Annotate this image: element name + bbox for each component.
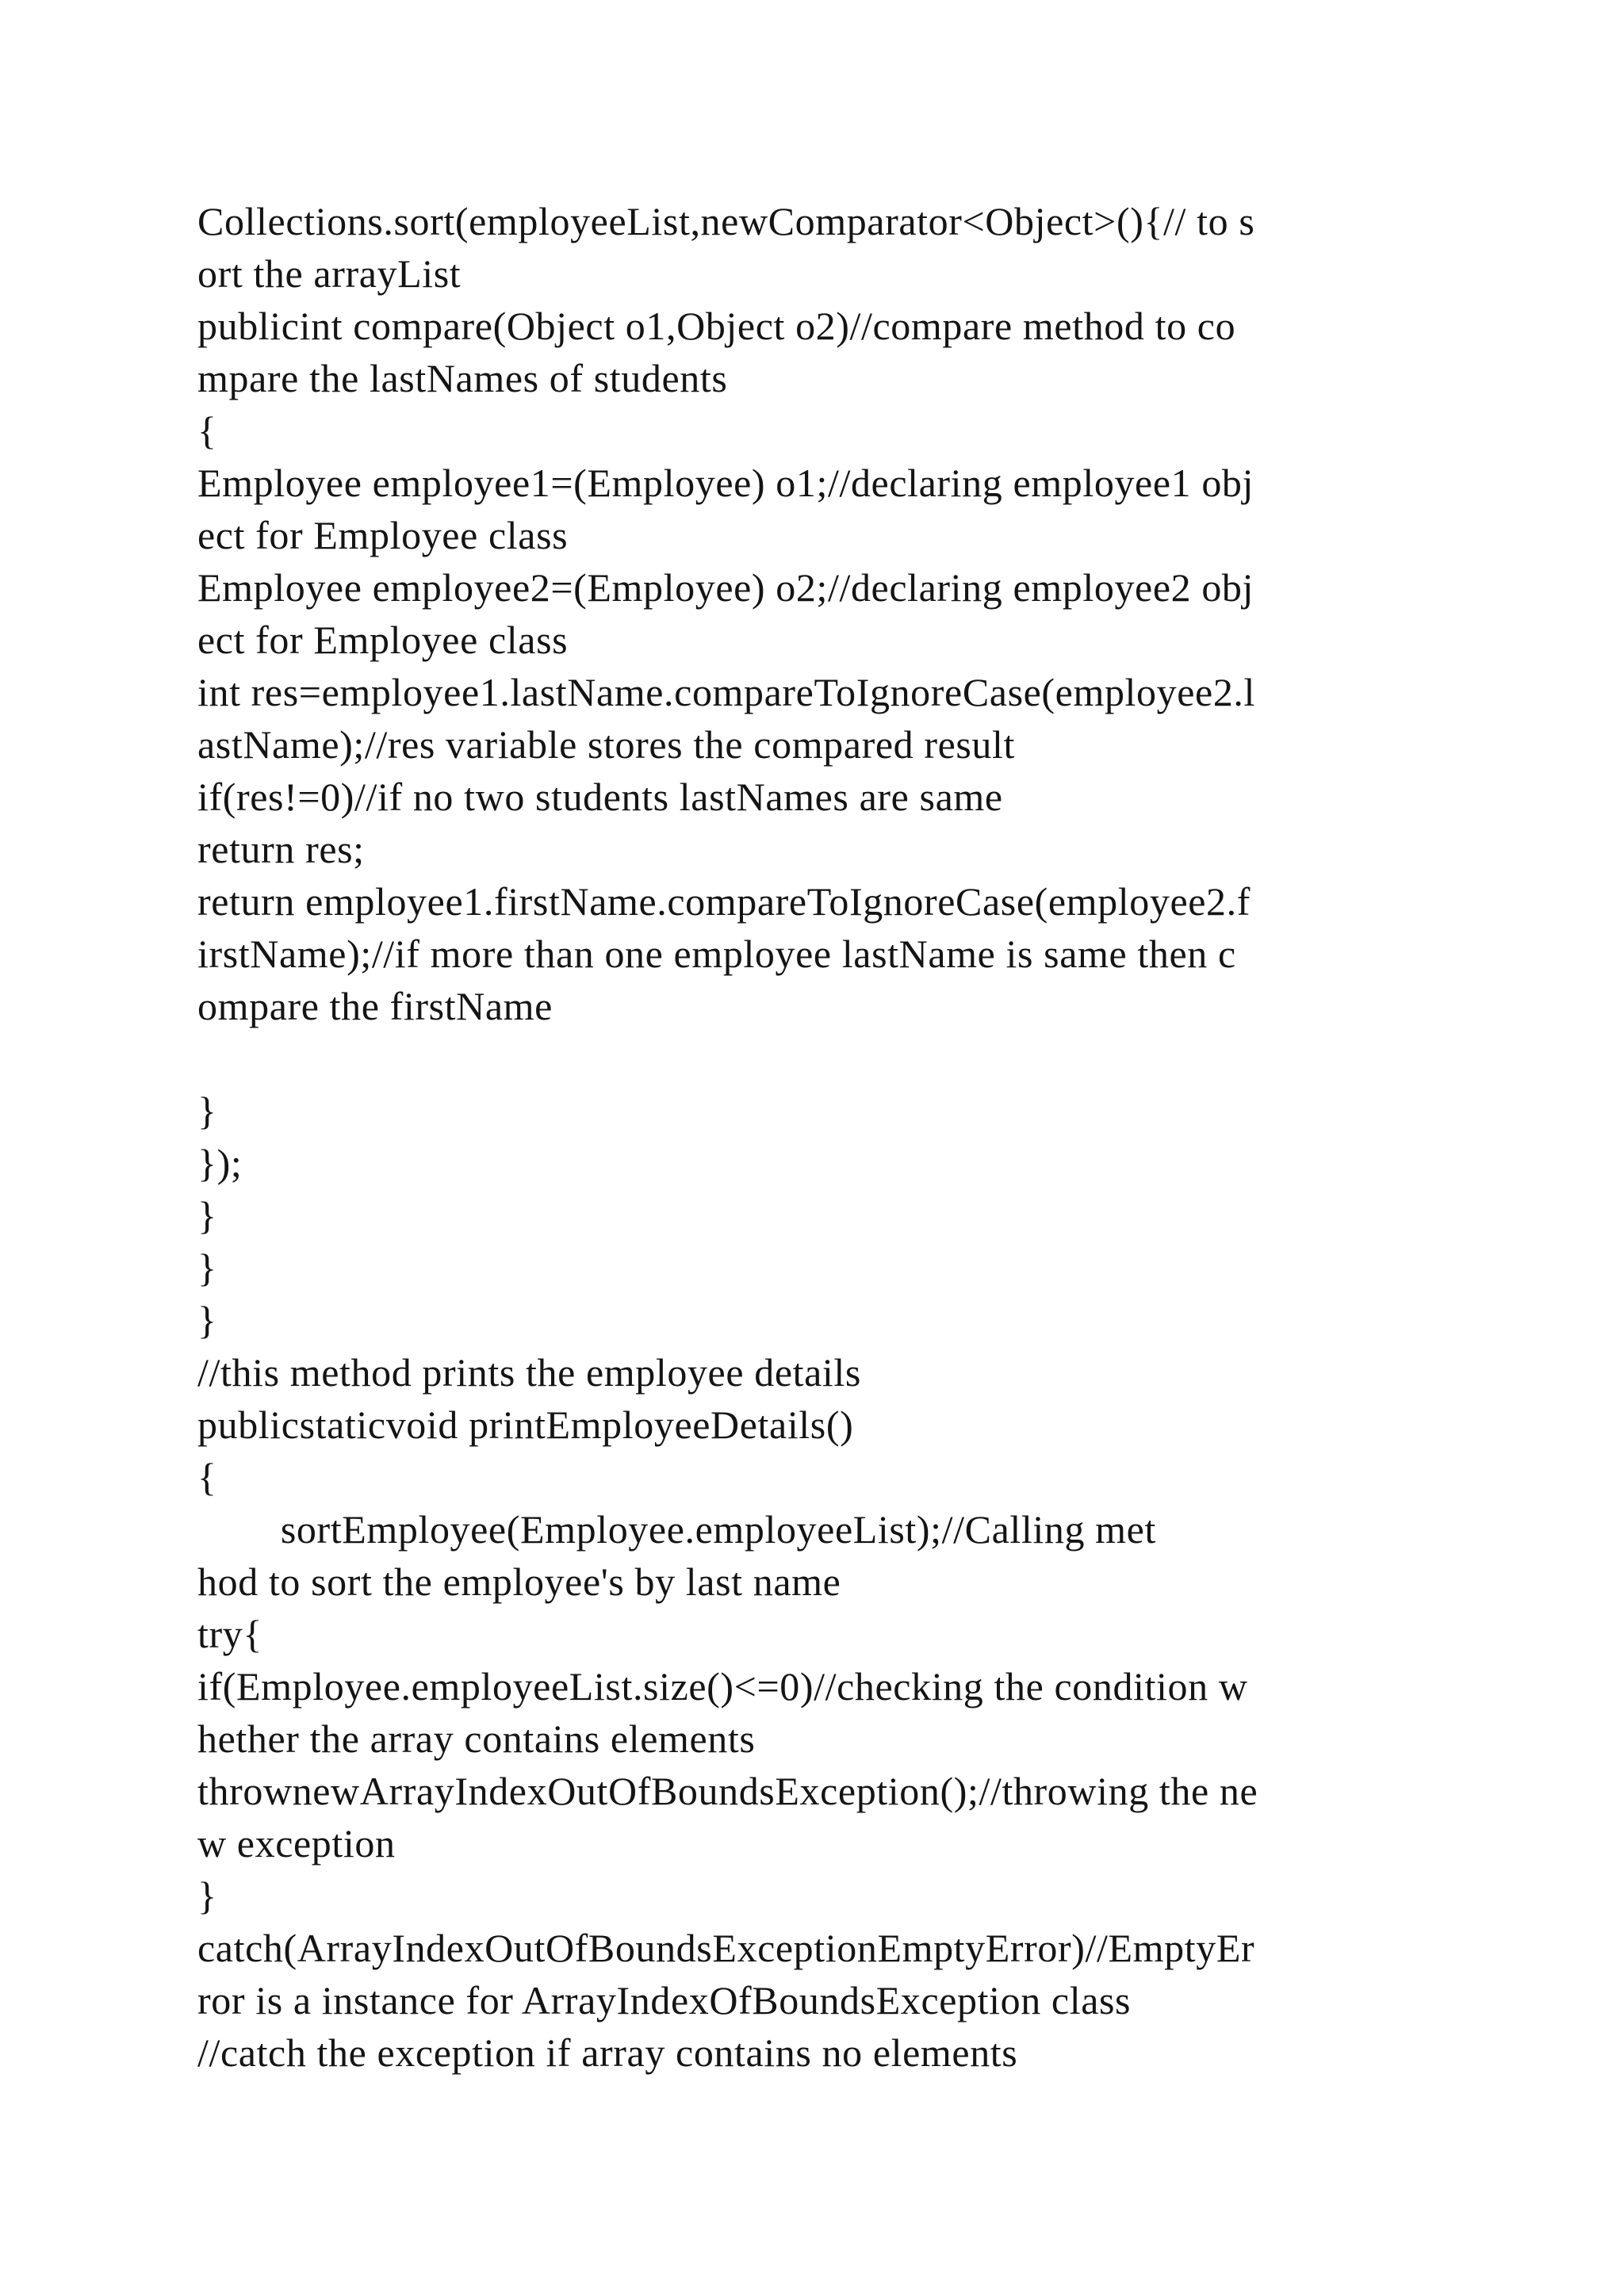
text-line: hod to sort the employee's by last name <box>197 1559 841 1604</box>
text-line: thrownewArrayIndexOutOfBoundsException();//throwing the ne <box>197 1769 1258 1813</box>
text-line: publicstaticvoid printEmployeeDetails() <box>197 1402 854 1447</box>
text-line: return res; <box>197 827 365 871</box>
text-line <box>197 1032 1482 1085</box>
text-line: if(res!=0)//if no two students lastNames are same <box>197 775 1003 819</box>
text-line: int res=employee1.lastName.compareToIgnoreCase(employee2.l <box>197 670 1256 714</box>
text-line: mpare the lastNames of students <box>197 356 728 400</box>
text-line: astName);//res variable stores the compared result <box>197 722 1016 767</box>
text-line: Collections.sort(employeeList,newComparator<Object>(){// to s <box>197 199 1255 243</box>
text-line: } <box>197 1193 217 1238</box>
text-line: publicint compare(Object o1,Object o2)//compare method to co <box>197 304 1236 348</box>
text-line: } <box>197 1873 217 1918</box>
text-line: Employee employee1=(Employee) o1;//declaring employee1 obj <box>197 461 1254 505</box>
text-line: return employee1.firstName.compareToIgnoreCase(employee2.f <box>197 879 1251 924</box>
text-line: catch(ArrayIndexOutOfBoundsExceptionEmptyError)//EmptyEr <box>197 1926 1255 1970</box>
text-line: ect for Employee class <box>197 513 569 557</box>
text-line: w exception <box>197 1821 396 1866</box>
document-text <box>197 195 1482 2079</box>
text-line: irstName);//if more than one employee lastName is same then c <box>197 932 1236 976</box>
text-line: ror is a instance for ArrayIndexOfBoundsException class <box>197 1978 1132 2022</box>
text-line: ect for Employee class <box>197 618 569 662</box>
text-line: } <box>197 1246 217 1290</box>
text-line: sortEmployee(Employee.employeeList);//Calling met <box>197 1507 1156 1552</box>
text-line: { <box>197 1455 217 1499</box>
text-line: } <box>197 1089 217 1133</box>
text-line: ort the arrayList <box>197 251 462 296</box>
text-line: hether the array contains elements <box>197 1716 756 1761</box>
text-line: Employee employee2=(Employee) o2;//declaring employee2 obj <box>197 565 1254 610</box>
text-line: }); <box>197 1141 243 1185</box>
text-line: ompare the firstName <box>197 984 553 1028</box>
text-line: } <box>197 1298 217 1342</box>
text-line: try{ <box>197 1612 262 1656</box>
text-line: //catch the exception if array contains no elements <box>197 2030 1018 2075</box>
text-line: { <box>197 408 217 453</box>
text-line: if(Employee.employeeList.size()<=0)//checking the condition w <box>197 1664 1248 1709</box>
text-line: //this method prints the employee details <box>197 1350 861 1395</box>
